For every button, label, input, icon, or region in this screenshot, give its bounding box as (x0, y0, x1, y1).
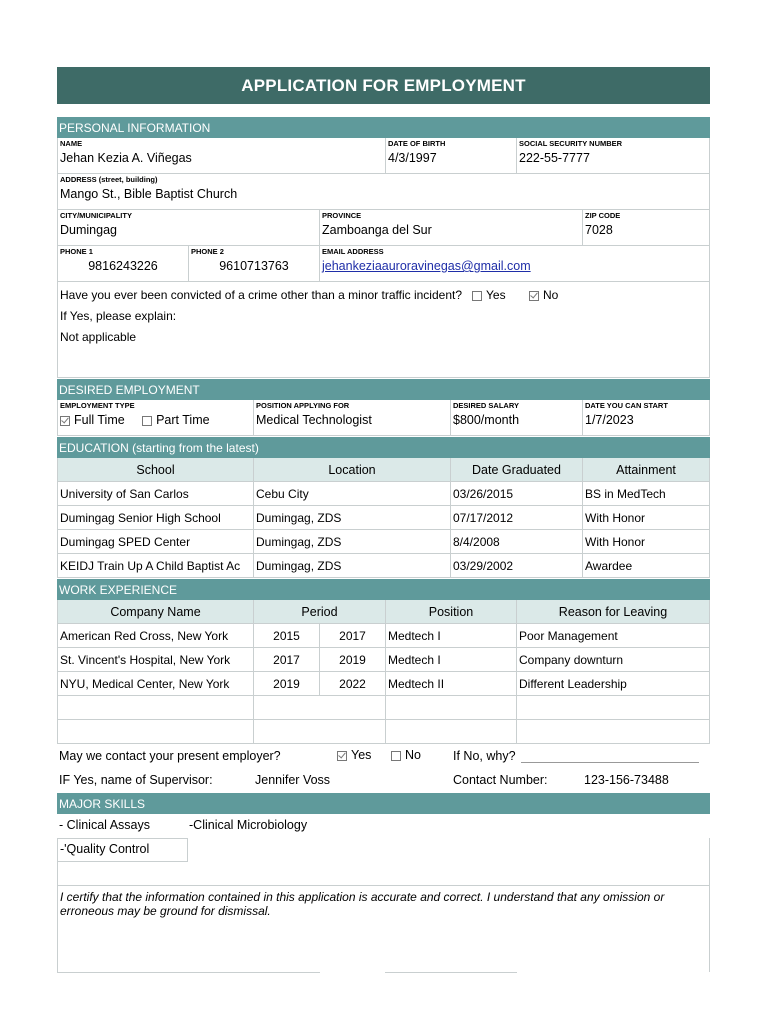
signature-line[interactable] (57, 972, 320, 973)
dob-value: 4/3/1997 (388, 151, 437, 165)
work-header-position: Position (386, 600, 517, 623)
crime-question-row (60, 284, 707, 306)
province-field[interactable] (320, 210, 583, 245)
salary-label: DESIRED SALARY (453, 401, 519, 410)
start-date-label: DATE YOU CAN START (585, 401, 668, 410)
education-school[interactable]: Dumingag SPED Center (57, 530, 254, 553)
section-major-skills: MAJOR SKILLS (57, 792, 710, 814)
work-position[interactable]: Medtech I (386, 624, 517, 647)
employment-type-label: EMPLOYMENT TYPE (60, 401, 135, 410)
if-no-label: If No, why? (453, 749, 516, 763)
education-attainment[interactable]: With Honor (583, 530, 710, 553)
salary-value: $800/month (453, 413, 520, 427)
education-location[interactable]: Dumingag, ZDS (254, 554, 451, 577)
education-school[interactable]: University of San Carlos (57, 482, 254, 505)
education-header-date: Date Graduated (451, 458, 583, 481)
skills-row (57, 838, 710, 862)
full-time-checkbox[interactable] (60, 416, 70, 426)
work-header-period: Period (254, 600, 386, 623)
ssn-label: SOCIAL SECURITY NUMBER (519, 139, 623, 148)
if-no-input[interactable] (521, 762, 699, 763)
education-date[interactable]: 03/29/2002 (451, 554, 583, 577)
skill-item[interactable]: -Clinical Microbiology (189, 818, 308, 832)
education-location[interactable]: Dumingag, ZDS (254, 530, 451, 553)
education-attainment[interactable]: Awardee (583, 554, 710, 577)
work-period-start[interactable]: 2017 (254, 648, 320, 671)
dob-label: DATE OF BIRTH (388, 139, 446, 148)
address-value: Mango St., Bible Baptist Church (60, 187, 238, 201)
contact-number-label: Contact Number: (453, 773, 548, 787)
skills-row (57, 814, 710, 838)
name-field[interactable] (57, 138, 386, 173)
supervisor-row (57, 768, 710, 792)
work-company[interactable] (57, 696, 254, 719)
crime-no-checkbox[interactable] (529, 291, 539, 301)
education-school[interactable]: KEIDJ Train Up A Child Baptist Ac (57, 554, 254, 577)
start-date-value: 1/7/2023 (585, 413, 634, 427)
section-desired-employment: DESIRED EMPLOYMENT (57, 378, 710, 400)
province-label: PROVINCE (322, 211, 362, 220)
skill-item[interactable]: -'Quality Control (57, 838, 188, 862)
work-position[interactable] (386, 696, 517, 719)
work-period-start[interactable]: 2015 (254, 624, 320, 647)
phone2-value: 9610713763 (219, 259, 289, 273)
education-header-attainment: Attainment (583, 458, 710, 481)
education-row (57, 530, 710, 554)
start-date-field[interactable] (583, 400, 710, 435)
education-location[interactable]: Cebu City (254, 482, 451, 505)
email-label: EMAIL ADDRESS (322, 247, 384, 256)
education-row (57, 482, 710, 506)
name-label: NAME (60, 139, 83, 148)
work-period[interactable] (254, 696, 386, 719)
work-position[interactable]: Medtech I (386, 648, 517, 671)
education-header-location: Location (254, 458, 451, 481)
ssn-field[interactable] (517, 138, 710, 173)
contact-employer-row (57, 744, 710, 768)
education-attainment[interactable]: With Honor (583, 506, 710, 529)
phone1-field[interactable] (57, 246, 189, 281)
part-time-checkbox[interactable] (142, 416, 152, 426)
work-row (57, 672, 710, 696)
work-header-reason: Reason for Leaving (517, 600, 710, 623)
part-time-label: Part Time (156, 413, 210, 427)
employment-type-field (57, 400, 254, 435)
contact-no-checkbox[interactable] (391, 751, 401, 761)
city-field[interactable] (57, 210, 320, 245)
contact-yes-checkbox[interactable] (337, 751, 347, 761)
explain-value[interactable]: Not applicable (60, 330, 137, 344)
work-company[interactable]: NYU, Medical Center, New York (57, 672, 254, 695)
contact-no-label: No (405, 748, 421, 762)
phone2-label: PHONE 2 (191, 247, 224, 256)
education-header-school: School (57, 458, 254, 481)
education-date[interactable]: 8/4/2008 (451, 530, 583, 553)
phone2-field[interactable] (189, 246, 320, 281)
work-company[interactable] (57, 720, 254, 743)
education-row (57, 506, 710, 530)
work-company[interactable]: American Red Cross, New York (57, 624, 254, 647)
work-period-end[interactable]: 2017 (320, 624, 386, 647)
crime-no-label: No (542, 288, 559, 302)
full-time-label: Full Time (74, 413, 125, 427)
work-row (57, 720, 710, 744)
crime-yes-label: Yes (486, 288, 506, 302)
contact-number-value[interactable]: 123-156-73488 (584, 773, 669, 787)
work-company[interactable]: St. Vincent's Hospital, New York (57, 648, 254, 671)
work-reason[interactable]: Company downturn (517, 648, 710, 671)
work-period-end[interactable]: 2019 (320, 648, 386, 671)
city-label: CITY/MUNICIPALITY (60, 211, 132, 220)
education-date[interactable]: 07/17/2012 (451, 506, 583, 529)
salary-field[interactable] (451, 400, 583, 435)
skill-item[interactable]: - Clinical Assays (59, 818, 150, 832)
address-label: ADDRESS (street, building) (60, 175, 158, 184)
crime-question: Have you ever been convicted of a crime other than a minor traffic incident? (60, 288, 462, 302)
position-field[interactable] (254, 400, 451, 435)
section-education: EDUCATION (starting from the latest) (57, 436, 710, 458)
education-school[interactable]: Dumingag Senior High School (57, 506, 254, 529)
ssn-value: 222-55-7777 (519, 151, 590, 165)
work-reason[interactable]: Different Leadership (517, 672, 710, 695)
date-line[interactable] (385, 972, 517, 973)
contact-question: May we contact your present employer? (59, 749, 281, 763)
city-value: Dumingag (60, 223, 117, 237)
email-field[interactable] (320, 246, 710, 281)
supervisor-label: IF Yes, name of Supervisor: (59, 773, 213, 787)
dob-field[interactable] (386, 138, 517, 173)
zip-label: ZIP CODE (585, 211, 621, 220)
work-reason[interactable] (517, 720, 710, 743)
zip-value: 7028 (585, 223, 613, 237)
explain-label: If Yes, please explain: (60, 309, 177, 323)
education-date[interactable]: 03/26/2015 (451, 482, 583, 505)
province-value: Zamboanga del Sur (322, 223, 432, 237)
work-position[interactable] (386, 720, 517, 743)
phone1-value: 9816243226 (88, 259, 158, 273)
education-row (57, 554, 710, 578)
signature-lines (57, 972, 710, 974)
form-title: APPLICATION FOR EMPLOYMENT (57, 67, 710, 104)
contact-yes-label: Yes (351, 748, 372, 762)
supervisor-value[interactable]: Jennifer Voss (255, 773, 331, 787)
zip-field[interactable] (583, 210, 710, 245)
address-field[interactable] (57, 174, 710, 209)
education-location[interactable]: Dumingag, ZDS (254, 506, 451, 529)
work-reason[interactable] (517, 696, 710, 719)
work-row (57, 696, 710, 720)
work-position[interactable]: Medtech II (386, 672, 517, 695)
education-header-row (57, 458, 710, 482)
work-row (57, 648, 710, 672)
name-value: Jehan Kezia A. Viñegas (60, 151, 192, 165)
work-row (57, 624, 710, 648)
certification-text: I certify that the information contained in this application is accurate and correct. I understand that any omission or erroneous may be ground for dismissal. (57, 886, 710, 972)
position-label: POSITION APPLYING FOR (256, 401, 350, 410)
work-reason[interactable]: Poor Management (517, 624, 710, 647)
skills-spacer (57, 862, 710, 886)
application-form (57, 67, 710, 974)
work-period-start[interactable]: 2019 (254, 672, 320, 695)
education-attainment[interactable]: BS in MedTech (583, 482, 710, 505)
section-personal-information: PERSONAL INFORMATION (57, 116, 710, 138)
section-work-experience: WORK EXPERIENCE (57, 578, 710, 600)
crime-yes-checkbox[interactable] (472, 291, 482, 301)
position-value: Medical Technologist (256, 413, 372, 427)
work-period-end[interactable]: 2022 (320, 672, 386, 695)
work-header-row (57, 600, 710, 624)
email-link[interactable]: jehankeziaauroravinegas@gmail.com (322, 259, 531, 273)
phone1-label: PHONE 1 (60, 247, 93, 256)
work-header-company: Company Name (57, 600, 254, 623)
skills-border (709, 838, 710, 886)
work-period[interactable] (254, 720, 386, 743)
